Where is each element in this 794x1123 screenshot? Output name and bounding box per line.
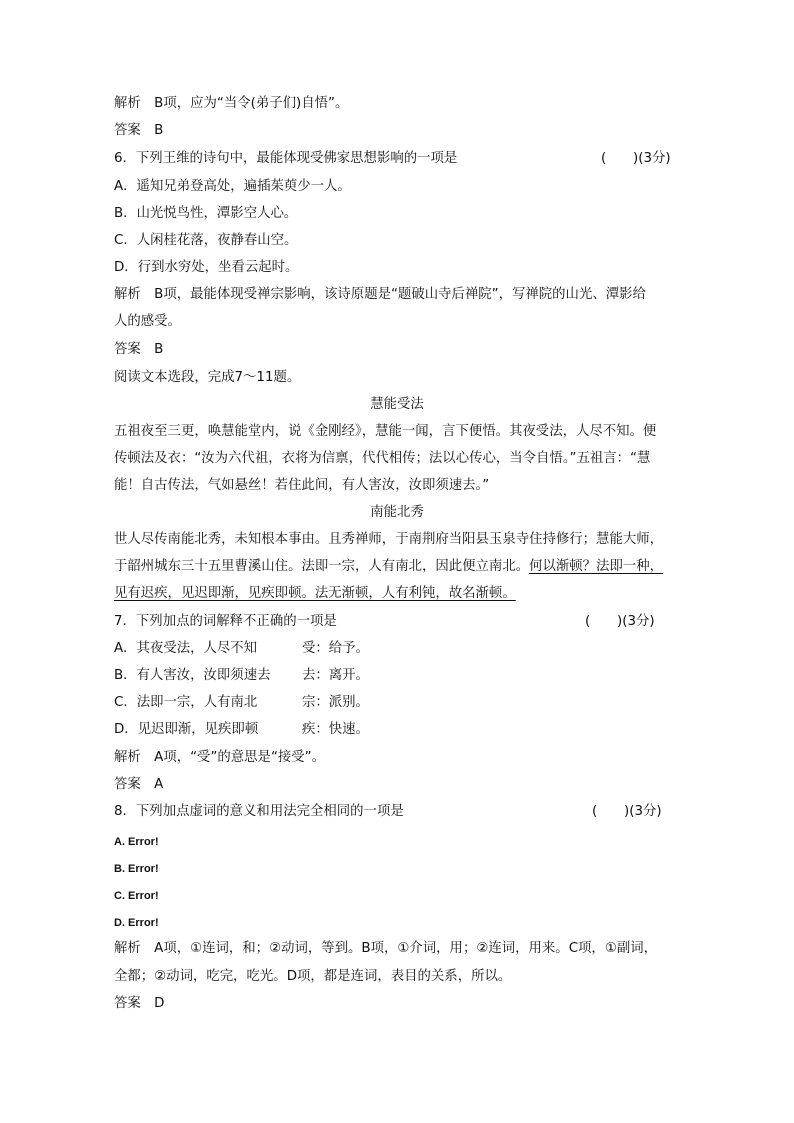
question-7-score: ( )(3分) — [585, 614, 655, 629]
passage-line: 传顿法及衣：“汝为六代祖，衣将为信禀，代代相传；法以心传心，当令自悟。”五祖言：“慧 — [114, 451, 651, 466]
reading-instruction: 阅读文本选段，完成7～11题。 — [114, 370, 301, 385]
question-8: 8．下列加点虚词的意义和用法完全相同的一项是 — [114, 804, 404, 819]
answer-line: 答案 D — [114, 996, 165, 1011]
passage-line: 世人尽传南能北秀，未知根本事由。且秀禅师，于南荆府当阳县玉泉寺住持修行；慧能大师， — [114, 532, 664, 547]
question-6-score: ( )(3分) — [601, 151, 671, 166]
option-b: B. Error! — [114, 863, 159, 875]
answer-line: 答案 A — [114, 777, 164, 792]
underlined-sentence: 见有迟疾，见迟即渐，见疾即顿。法无渐顿，人有利钝，故名渐顿。 — [114, 586, 516, 601]
option-b: B．山光悦鸟性，潭影空人心。 — [114, 206, 298, 221]
passage-line — [114, 585, 516, 603]
option-gloss: 去：离开。 — [302, 668, 369, 683]
option-d: D. Error! — [114, 917, 159, 929]
answer-line: 答案 B — [114, 123, 164, 138]
explanation-line: 解析 B项，最能体现受禅宗影响，该诗原题是“题破山寺后禅院”，写禅院的山光、潭影给 — [114, 287, 646, 302]
option-d: D．见迟即渐，见疾即顿 — [114, 722, 259, 737]
passage-line: 五祖夜至三更，唤慧能堂内，说《金刚经》，慧能一闻，言下便悟。其夜受法，人尽不知。便 — [114, 424, 657, 439]
explanation-line: 解析 B项，应为“当令(弟子们)自悟”。 — [114, 96, 349, 111]
option-c: C．人闲桂花落，夜静春山空。 — [114, 233, 298, 248]
option-d: D．行到水穷处，坐看云起时。 — [114, 260, 299, 275]
explanation-line: 全都；②动词，吃完，吃光。D项，都是连词，表目的关系，所以。 — [114, 969, 512, 984]
explanation-line: 解析 A项，①连词，和；②动词，等到。B项，①介词，用；②连词，用来。C项，①副词， — [114, 941, 657, 956]
passage-text: 于韶州城东三十五里曹溪山住。法即一宗，人有南北，因此便立南北。 — [114, 559, 530, 574]
option-c: C．法即一宗，人有南北 — [114, 695, 258, 710]
option-a: A．其夜受法，人尽不知 — [114, 641, 258, 656]
option-gloss: 疾：快速。 — [302, 722, 369, 737]
passage-title: 慧能受法 — [370, 397, 424, 412]
option-gloss: 受：给予。 — [302, 641, 369, 656]
question-7: 7．下列加点的词解释不正确的一项是 — [114, 614, 337, 629]
option-gloss: 宗：派别。 — [302, 695, 369, 710]
explanation-line: 解析 A项，“受”的意思是“接受”。 — [114, 750, 325, 765]
passage-title: 南能北秀 — [370, 505, 424, 520]
option-b: B．有人害汝，汝即须速去 — [114, 668, 271, 683]
option-a: A．遥知兄弟登高处，遍插茱萸少一人。 — [114, 179, 351, 194]
answer-line: 答案 B — [114, 342, 164, 357]
question-6: 6．下列王维的诗句中，最能体现受佛家思想影响的一项是 — [114, 151, 458, 166]
passage-line — [114, 558, 663, 576]
option-c: C. Error! — [114, 890, 159, 902]
question-8-score: ( )(3分) — [592, 804, 662, 819]
explanation-line: 人的感受。 — [114, 314, 181, 329]
option-a: A. Error! — [114, 836, 159, 848]
underlined-sentence: 何以渐顿？法即一种， — [529, 559, 664, 574]
passage-line: 能！自古传法，气如悬丝！若住此间，有人害汝，汝即须速去。” — [114, 478, 490, 493]
